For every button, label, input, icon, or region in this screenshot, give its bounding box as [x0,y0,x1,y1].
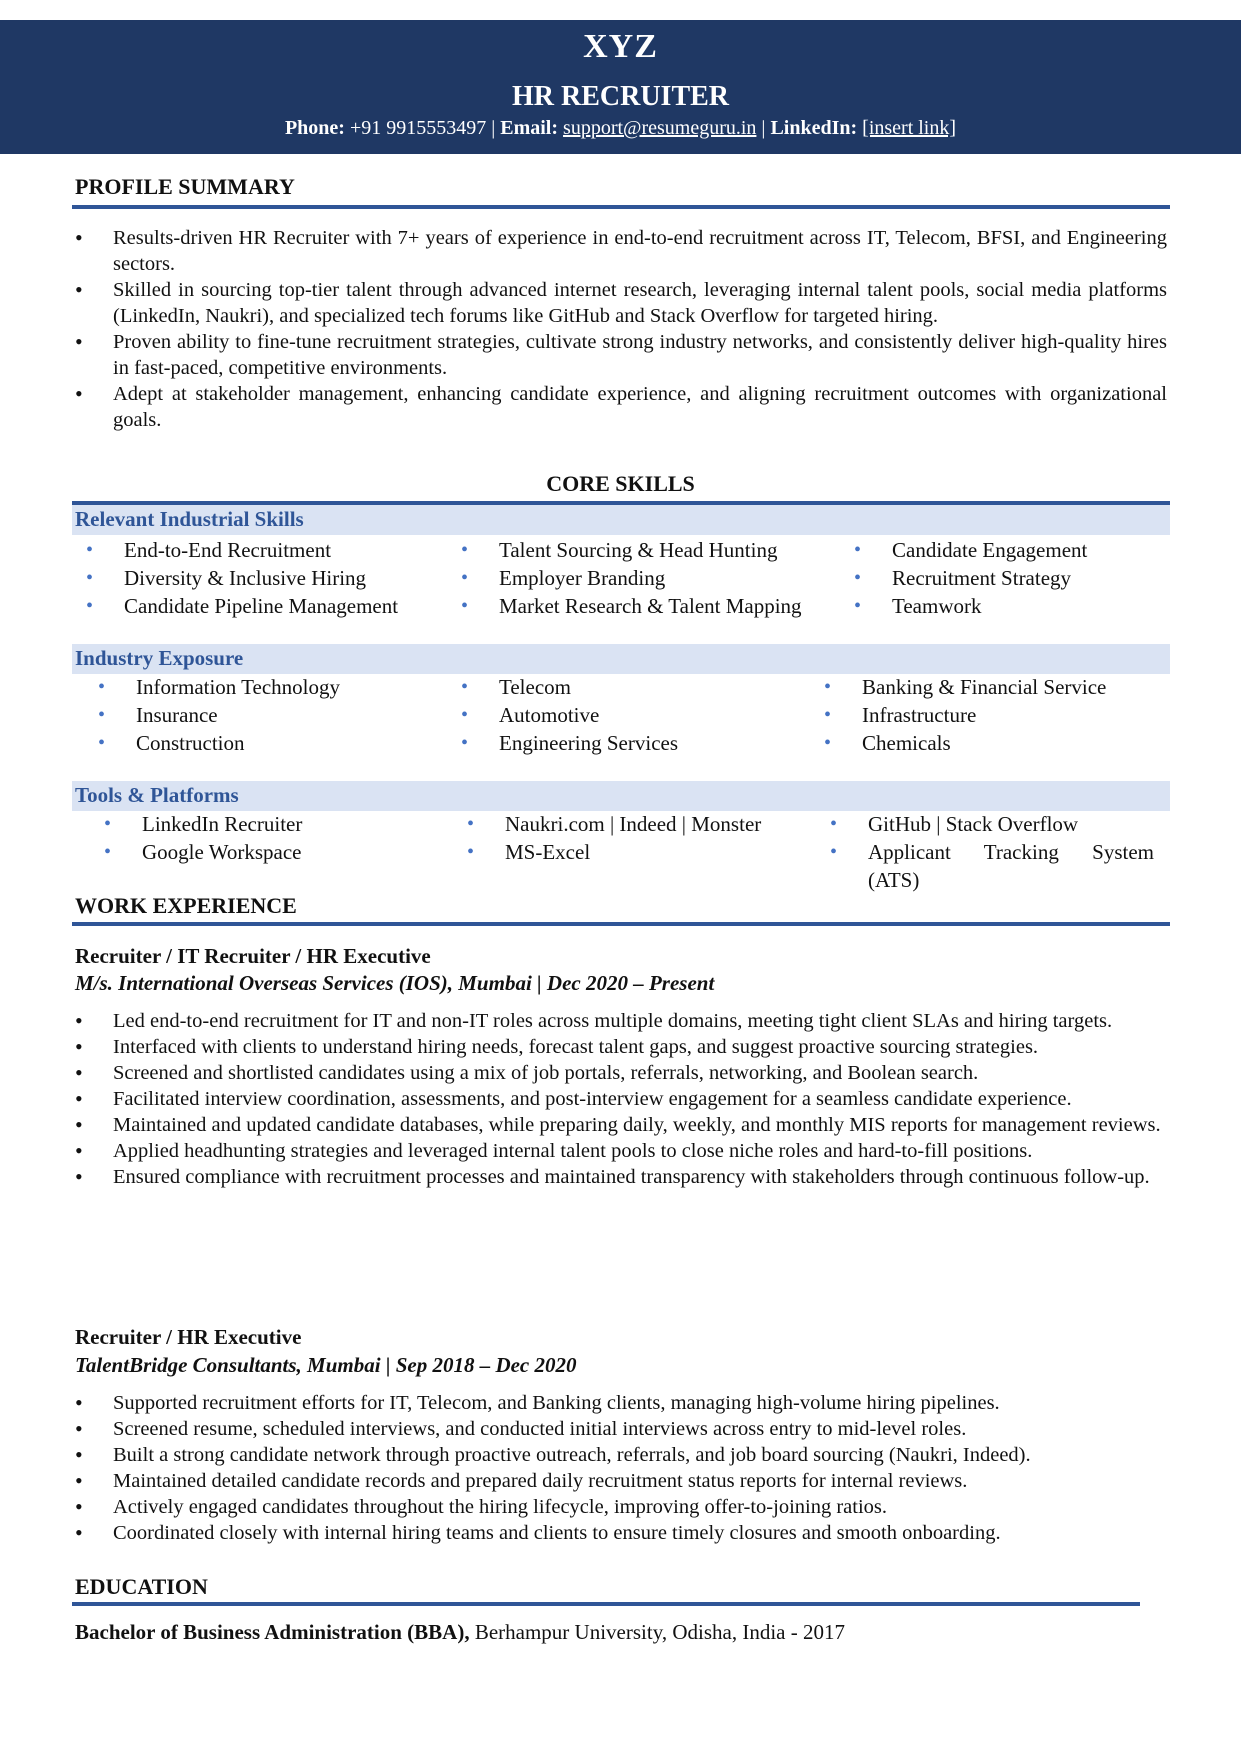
contact-line [0,117,1241,140]
list-item: • Diversity & Inclusive Hiring [86,564,446,592]
list-item: • Interfaced with clients to understand hiring needs, forecast talent gaps, and suggest proactive sourcing strategies. [75,1034,1167,1060]
list-item: • Engineering Services [461,729,811,757]
list-item: • Talent Sourcing & Head Hunting [461,536,841,564]
relevant-skills-label: Relevant Industrial Skills [75,507,304,531]
education-entry [75,1620,845,1645]
list-item: • MS-Excel [467,838,827,866]
list-item: • Information Technology [98,673,448,701]
profile-summary-heading: PROFILE SUMMARY [75,174,295,199]
list-item: • Ensured compliance with recruitment processes and maintained transparency with stakeholders through continuous follow-up. [75,1164,1167,1190]
list-item: • Google Workspace [104,838,454,866]
job-1-company: M/s. International Overseas Services (IOS), Mumbai | Dec 2020 – Present [75,971,715,995]
list-item: • Adept at stakeholder management, enhancing candidate experience, and aligning recruitment outcomes with organizational goals. [75,381,1167,433]
tools-platforms-col3 [830,810,1154,894]
job-title-heading: HR RECRUITER [511,81,730,112]
relevant-skills-col3 [854,536,1164,620]
industry-exposure-band [72,644,1170,674]
list-item: • Results-driven HR Recruiter with 7+ years of experience in end-to-end recruitment across IT, Telecom, BFSI, and Engineering sectors. [75,225,1167,277]
list-item: • Proven ability to fine-tune recruitment strategies, cultivate strong industry networks, and consistently deliver high-quality hires in fast-paced, competitive environments. [75,329,1167,381]
job-1-title: Recruiter / IT Recruiter / HR Executive [75,944,431,968]
list-item: • End-to-End Recruitment [86,536,446,564]
list-item: • Supported recruitment efforts for IT, Telecom, and Banking clients, managing high-volume hiring pipelines. [75,1390,1167,1416]
tools-platforms-col1 [104,810,454,866]
job-2-title: Recruiter / HR Executive [75,1325,302,1349]
list-item: • Facilitated interview coordination, assessments, and post-interview engagement for a seamless candidate experience. [75,1086,1167,1112]
list-item: • Maintained and updated candidate databases, while preparing daily, weekly, and monthly MIS reports for management reviews. [75,1112,1167,1138]
list-item: • Automotive [461,701,811,729]
education-heading: EDUCATION [75,1574,208,1599]
list-item: • Candidate Engagement [854,536,1164,564]
candidate-name: XYZ [583,28,658,65]
section-rule [72,205,1170,209]
core-skills-heading: CORE SKILLS [546,471,695,496]
industry-exposure-col3 [824,673,1164,757]
degree-name: Bachelor of Business Administration (BBA), [75,1620,470,1644]
list-item: • Naukri.com | Indeed | Monster [467,810,827,838]
list-item: • Candidate Pipeline Management [86,592,446,620]
phone-value: +91 9915553497 [349,117,487,139]
list-item: • Skilled in sourcing top-tier talent through advanced internet research, leveraging internal talent pools, social media platforms (LinkedIn, Naukri), and specialized tech forums like GitHub and Stack Overflow for targeted hiring. [75,277,1167,329]
list-item: • Chemicals [824,729,1164,757]
relevant-skills-band [72,505,1170,535]
list-item: • Teamwork [854,592,1164,620]
industry-exposure-col2 [461,673,811,757]
job-2-bullets [75,1390,1167,1546]
list-item: • Recruitment Strategy [854,564,1164,592]
list-item: • Maintained detailed candidate records and prepared daily recruitment status reports for internal reviews. [75,1468,1167,1494]
separator: | [491,117,496,139]
degree-detail: Berhampur University, Odisha, India - 2017 [469,1620,845,1644]
list-item: • Infrastructure [824,701,1164,729]
list-item: • Coordinated closely with internal hiring teams and clients to ensure timely closures and smooth onboarding. [75,1520,1167,1546]
section-rule [72,1602,1140,1606]
section-rule [72,922,1170,926]
phone-label: Phone: [284,117,345,139]
list-item: • GitHub | Stack Overflow [830,810,1154,838]
resume-header [0,20,1241,154]
list-item: • Insurance [98,701,448,729]
profile-summary-list [75,225,1167,433]
separator: | [761,117,766,139]
list-item: • Actively engaged candidates throughout the hiring lifecycle, improving offer-to-joining ratios. [75,1494,1167,1520]
tools-platforms-label: Tools & Platforms [75,783,239,807]
relevant-skills-col1 [86,536,446,620]
list-item: • Market Research & Talent Mapping [461,592,841,620]
job-1-bullets [75,1008,1167,1190]
list-item: • Screened and shortlisted candidates using a mix of job portals, referrals, networking, and Boolean search. [75,1060,1167,1086]
list-item: • Banking & Financial Service [824,673,1164,701]
list-item: • Screened resume, scheduled interviews, and conducted initial interviews across entry to mid-level roles. [75,1416,1167,1442]
tools-platforms-col2 [467,810,827,866]
work-experience-heading: WORK EXPERIENCE [75,893,297,918]
linkedin-label: LinkedIn: [770,117,858,139]
list-item: • Employer Branding [461,564,841,592]
email-label: Email: [500,117,559,139]
list-item: • Construction [98,729,448,757]
industry-exposure-label: Industry Exposure [75,646,244,670]
list-item: • Led end-to-end recruitment for IT and non-IT roles across multiple domains, meeting tight client SLAs and hiring targets. [75,1008,1167,1034]
list-item: • LinkedIn Recruiter [104,810,454,838]
tools-platforms-band [72,781,1170,811]
job-2-company: TalentBridge Consultants, Mumbai | Sep 2018 – Dec 2020 [75,1353,577,1377]
linkedin-link[interactable]: [insert link] [862,117,957,139]
email-link[interactable]: support@resumeguru.in [563,117,757,139]
list-item: • Built a strong candidate network through proactive outreach, referrals, and job board sourcing (Naukri, Indeed). [75,1442,1167,1468]
list-item: • Applied headhunting strategies and leveraged internal talent pools to close niche roles and hard-to-fill positions. [75,1138,1167,1164]
list-item: • Applicant Tracking System (ATS) [830,838,1154,894]
list-item: • Telecom [461,673,811,701]
industry-exposure-col1 [98,673,448,757]
relevant-skills-col2 [461,536,841,620]
